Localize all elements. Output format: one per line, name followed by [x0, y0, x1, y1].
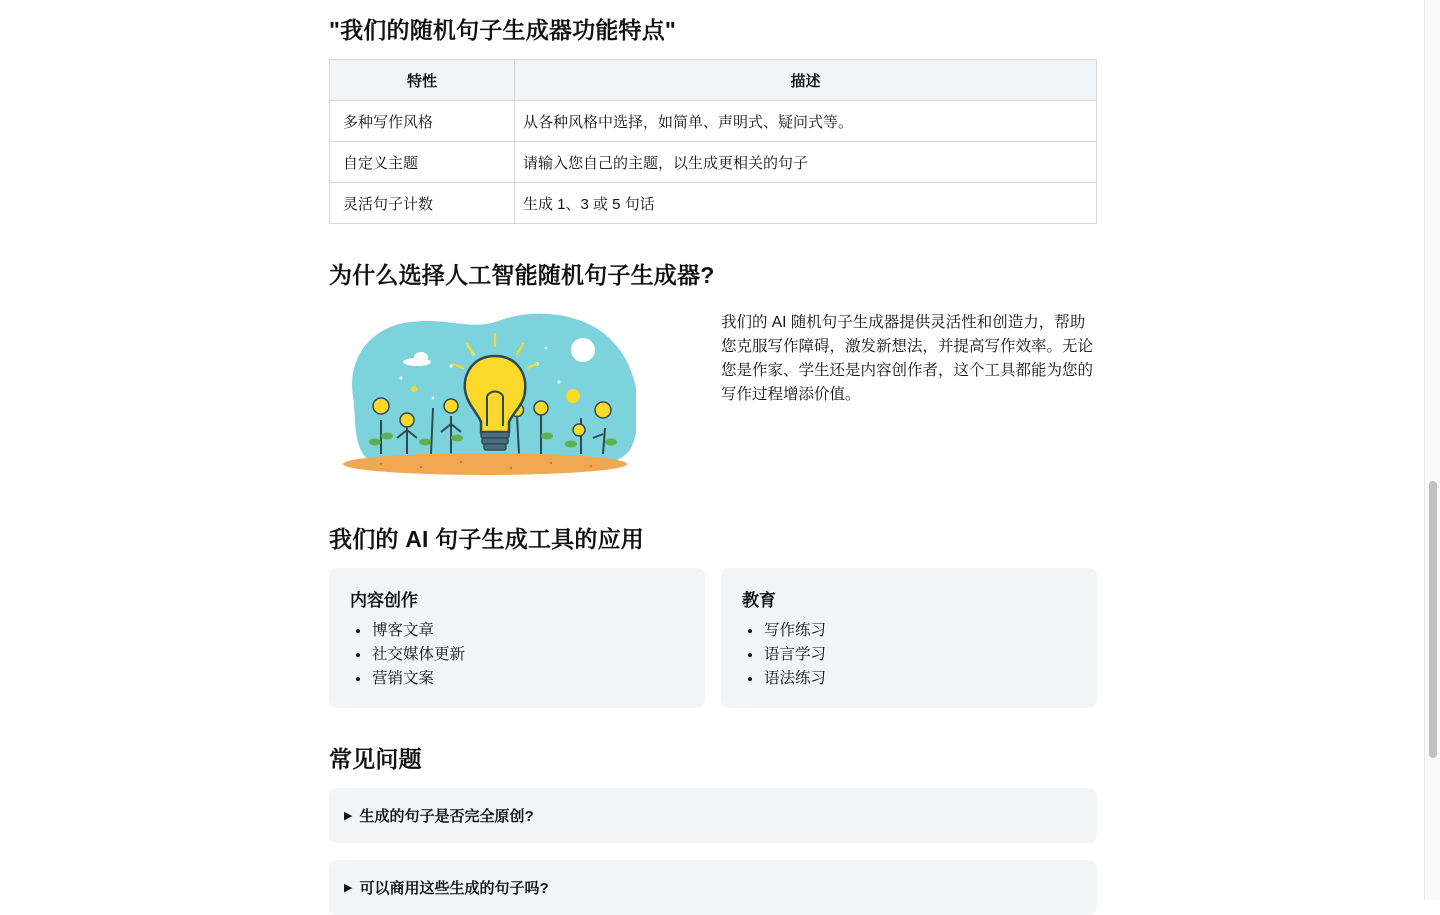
ground — [343, 453, 627, 475]
triangle-right-icon: ▶ — [344, 882, 353, 894]
why-heading: 为什么选择人工智能随机句子生成器? — [329, 262, 715, 288]
table-header-row — [330, 60, 1097, 101]
column-header-feature: 特性 — [330, 60, 515, 101]
faq-item-commercial-use[interactable] — [329, 860, 1097, 915]
feature-cell: 灵活句子计数 — [330, 183, 515, 224]
description-cell: 生成 1、3 或 5 句话 — [515, 183, 1097, 224]
card-list — [742, 619, 1076, 691]
why-description: 我们的 AI 随机句子生成器提供灵活性和创造力，帮助您克服写作障碍，激发新想法，并提高写作效率。无论您是作家、学生还是内容创作者，这个工具都能为您的写作过程增添价值。 — [721, 314, 1094, 403]
card-list — [350, 619, 684, 691]
list-item: • 语法练习 — [763, 667, 1076, 691]
applications-heading: 我们的 AI 句子生成工具的应用 — [329, 526, 644, 552]
list-item: • 社交媒体更新 — [371, 643, 684, 667]
faq-question: 生成的句子是否完全原创? — [359, 808, 534, 825]
table-row — [330, 142, 1097, 183]
triangle-right-icon: ▶ — [344, 810, 353, 822]
faq-item-originality[interactable] — [329, 788, 1097, 843]
description-cell: 请输入您自己的主题，以生成更相关的句子 — [515, 142, 1097, 183]
faq-heading: 常见问题 — [329, 746, 422, 772]
card-title: 教育 — [742, 591, 776, 610]
list-item: • 语言学习 — [763, 643, 1076, 667]
scrollbar-thumb[interactable] — [1429, 481, 1437, 758]
card-title: 内容创作 — [350, 591, 418, 610]
list-item: • 营销文案 — [371, 667, 684, 691]
table-row — [330, 183, 1097, 224]
description-cell: 从各种风格中选择，如简单、声明式、疑问式等。 — [515, 101, 1097, 142]
lightbulb-garden-illustration — [341, 308, 636, 480]
faq-question: 可以商用这些生成的句子吗? — [359, 880, 549, 897]
list-item: • 写作练习 — [763, 619, 1076, 643]
features-table — [329, 59, 1097, 224]
feature-cell: 自定义主题 — [330, 142, 515, 183]
features-heading: "我们的随机句子生成器功能特点" — [329, 17, 677, 43]
column-header-description: 描述 — [515, 60, 1097, 101]
application-card-content-creation — [329, 568, 705, 708]
application-card-education — [721, 568, 1097, 708]
feature-cell: 多种写作风格 — [330, 101, 515, 142]
vertical-scrollbar[interactable] — [1424, 0, 1440, 900]
list-item: • 博客文章 — [371, 619, 684, 643]
illustration-svg — [341, 308, 636, 480]
table-row — [330, 101, 1097, 142]
